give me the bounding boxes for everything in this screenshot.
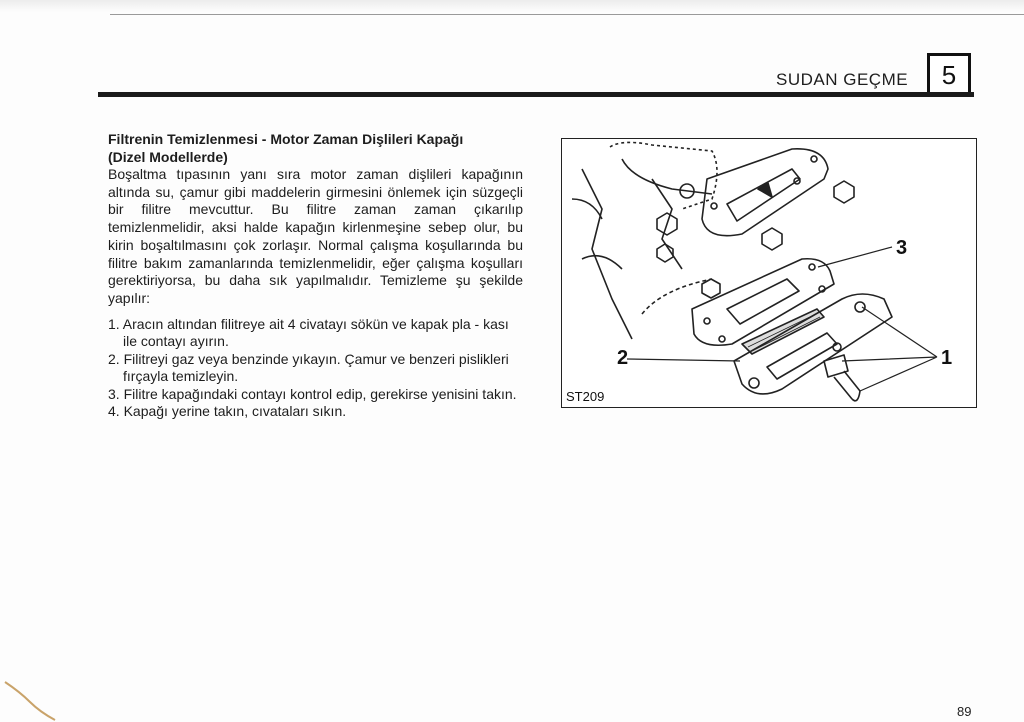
section-title	[108, 130, 523, 166]
callout-filter-plate: 2	[617, 347, 629, 369]
step-item: 2. Filitreyi gaz veya benzinde yıkayın. Çamur ve benzeri pislikleri fırçayla temizleyin.	[108, 350, 509, 385]
step-item: 3. Filitre kapağındaki contayı kontrol edip, gerekirse yenisini takın.	[108, 385, 517, 402]
figure-code: ST209	[566, 389, 605, 404]
page-corner-mark	[0, 672, 60, 722]
section-title-line-1: Filtrenin Temizlenmesi - Motor Zaman Dişlileri Kapağı	[108, 131, 464, 147]
header-rule	[98, 92, 974, 97]
section-title-line-2: (Dizel Modellerde)	[108, 149, 228, 165]
step-item: 1. Aracın altından filitreye ait 4 civatayı sökün ve kapak pla - kası ile contayı ayırın.	[108, 315, 509, 350]
page-top-edge	[0, 0, 1024, 12]
callout-gasket: 3	[896, 237, 908, 259]
chapter-number-box: 5	[927, 53, 971, 95]
step-item: 4. Kapağı yerine takın, cıvataları sıkın.	[108, 403, 347, 420]
intro-paragraph: Boşaltma tıpasının yanı sıra motor zaman dişlileri kapağının altında su, çamur gibi maddelerin girmesini önlemek için süzgeçli bir filitre mevcuttur. Bu filitre zaman zaman çıkarılıp temizlenmelidir, aksi halde kapağın kirlenmeşine sebep olur, bu kirin boşaltılmasını çok zorlaşır. Normal çalışma koşullarında bu filitre bakım zamanlarında temizlenmelidir, eğer çalışma koşulları gerektiriyorsa, bu daha sık yapılmalıdır. Temizleme şu şekilde yapılır:	[108, 166, 523, 306]
chapter-title: SUDAN GEÇME	[776, 70, 909, 89]
page-top-line	[110, 14, 1024, 15]
callout-bolts: 1	[941, 347, 953, 369]
page-number: 89	[957, 704, 972, 719]
steps-list	[108, 316, 523, 421]
filter-cleaning-section	[108, 130, 523, 421]
